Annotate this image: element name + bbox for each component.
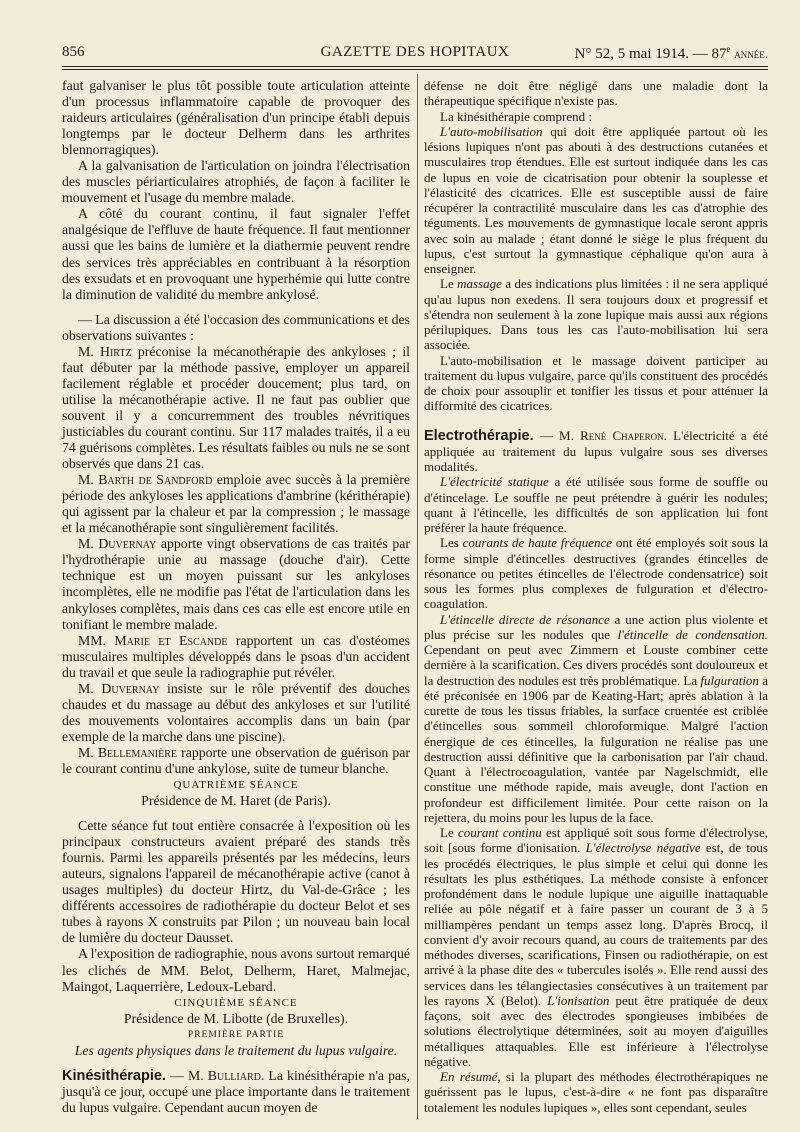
paragraph-text: rapporte une observation de guérison par le courant continu d'une ankylose, suite de tumeur blanche. bbox=[62, 744, 411, 776]
paragraph bbox=[424, 276, 768, 352]
journal-title: GAZETTE DES HOPITAUX bbox=[320, 44, 510, 60]
author-name: M. Duvernay bbox=[78, 536, 157, 552]
right-column bbox=[424, 78, 768, 1115]
paragraph: défense ne doit être négligé dans une maladie dont la thérapeutique spécifique n'existe pas. bbox=[424, 78, 768, 109]
spacer bbox=[62, 303, 410, 312]
paragraph-text: Cependant on peut avec Zimmern et Louste combiner cette dernière à la scarification. Ces divers procédés sont douloureux et la destruction des nodules est très problématique. La bbox=[424, 642, 768, 688]
issue-info bbox=[575, 44, 768, 63]
paragraph-text: rapportent un cas d'ostéomes musculaires multiples développés dans le psoas d'un accident du travail et que seule la radiographie put révéler. bbox=[62, 632, 410, 680]
paragraph bbox=[424, 124, 768, 277]
paragraph bbox=[62, 745, 410, 777]
emphasis: courant continu bbox=[458, 825, 542, 840]
author-name: M. Barth de Sandford bbox=[78, 472, 213, 488]
emphasis: En résumé bbox=[440, 1069, 498, 1084]
paragraph-text: emploie avec succès à la première période des ankyloses les applications d'ambrine (kérithérapie) qui agissent par la chaleur et par la compression ; le massage et la mécanothérapie sont singulièrement facilités. bbox=[62, 472, 410, 536]
paragraph: Cette séance fut tout entière consacrée à l'exposition où les principaux constructeurs avaient préparé des stands très fournis. Parmi les appareils présentés par les médecins, leurs auteurs, signalons l'appareil de mécanothérapie active (canot à usages multiples) du docteur Hirtz, du Val-de-Grâce ; les différents accessoires de radiothérapie du docteur Belot et ses tubes à rayons X construits par Pilon ; un nouveau bain local de lumière du docteur Dausset. bbox=[62, 818, 410, 946]
emphasis: L'électrolyse négative bbox=[585, 840, 701, 856]
header-rule-thick bbox=[62, 66, 768, 67]
author-name: M. Bulliard. bbox=[187, 1067, 265, 1083]
paragraph-text: a été préconisée en 1906 par de Keating-Hart; après ablation à la curette de tous les tissus friables, la surface cruentée est criblée d'étincelles sous sommeil chloroformique. Malgré l'action énergique de ces étincelles, la fulguration ne réalise pas une destruction aussi définitive que la carbonisation par l'air chaud. Quant à l'électrocoagulation, vantée par Nagelschmidt, elle constitue une méthode rapide, mais aveugle, dont l'action en profondeur est difficilement limitée. Pour cette raison on la rejettera, du moins pour les lupus de la face. bbox=[424, 672, 768, 825]
issue-annee: année. bbox=[734, 46, 768, 61]
paragraph-text: a été utilisée sous forme de souffle ou d'étincelage. Le souffle ne peut prétendre à guérir les nodules; quant à l'étincelle, les difficultés de son application lui font préférer la haute fréquence. bbox=[424, 474, 768, 535]
header-rule-thin bbox=[62, 69, 768, 70]
emphasis: massage bbox=[457, 276, 502, 292]
author-name: M. Duvernay bbox=[78, 680, 160, 696]
paragraph: faut galvaniser le plus tôt possible toute articulation atteinte d'un processus inflammatoire capable de provoquer des raideurs articulaires (généralisation d'un principe établi depuis longtemps par le docteur Delherm dans les arthrites blennorragiques). bbox=[62, 78, 410, 158]
spacer bbox=[62, 1059, 410, 1068]
paragraph: A la galvanisation de l'articulation on joindra l'électrisation des muscles périarticulaires atrophiés, de façon à faciliter le mouvement et l'usage du membre malade. bbox=[62, 158, 410, 206]
session-presidency: Présidence de M. Libotte (de Bruxelles). bbox=[123, 1010, 349, 1026]
part-subtitle bbox=[62, 1043, 410, 1059]
paragraph: L'auto-mobilisation et le massage doivent participer au traitement du lupus vulgaire, parce qu'ils constituent des procédés de choix pour assouplir et tonifier les tissus et pour atténuer la difformité des cicatrices. bbox=[424, 352, 768, 414]
session-presidency: Présidence de M. Haret (de Paris). bbox=[141, 793, 331, 809]
author-name: MM. Marie et Escande bbox=[78, 632, 228, 648]
paragraph-text: a une action plus violente et plus précise sur les nodules que bbox=[424, 611, 768, 642]
part-subtitle-text: Les agents physiques dans le traitement du lupus vulgaire. bbox=[74, 1042, 398, 1058]
paragraph bbox=[62, 536, 410, 632]
emphasis: l'étincelle de condensation. bbox=[617, 626, 769, 642]
left-column bbox=[62, 78, 410, 1116]
paragraph bbox=[424, 535, 768, 611]
paragraph bbox=[424, 612, 768, 826]
section-heading: Kinésithérapie. bbox=[62, 1067, 166, 1084]
session-heading: QUATRIÈME SÉANCE bbox=[173, 779, 299, 792]
spacer bbox=[424, 414, 768, 428]
paragraph-text: Les bbox=[440, 535, 463, 551]
paragraph-text: Le bbox=[440, 276, 458, 292]
author-name: M. Hirtz bbox=[78, 343, 132, 359]
paragraph-text: a des indications plus limitées : il ne sera appliqué qu'au lupus non exedens. Il sera toujours doux et progressif et s'étendra non seulement à la zone lupique mais aussi aux régions périlupiques. Dans tous les cas l'auto-mobilisation lui sera associée. bbox=[424, 276, 768, 353]
paragraph: A côté du courant continu, il faut signaler l'effet analgésique de l'effluve de haute fréquence. Il faut mentionner aussi que les bains de lumière et la diathermie peuvent rendre des services très appréciables en contribuant à la résorption des exsudats et en provoquant une hyperhémie qui lutte contre la diminution de validité du membre ankylosé. bbox=[62, 206, 410, 302]
section-heading: Electrothérapie. bbox=[424, 427, 534, 444]
paragraph bbox=[424, 1069, 768, 1115]
spacer bbox=[62, 809, 410, 818]
page-header bbox=[62, 44, 768, 66]
paragraph-text: peut être pratiquée de deux façons, soit avec des électrodes spongieuses imbibées de solutions électrolytique déterminées, soit au moyen d'aiguilles métalliques attaquables. Elle est inférieure à l'électrolyse négative. bbox=[424, 992, 769, 1069]
paragraph-text: , si la plupart des méthodes électrothérapiques ne guérissent pas le lupus, c'est-à-dire « ne font pas disparaître totalement les nodules lupiques », elles sont cependant, seules bbox=[424, 1069, 768, 1115]
issue-sup: e bbox=[726, 44, 731, 54]
paragraph-text: préconise la mécanothérapie des ankyloses ; il faut débuter par la méthode passive, employer un appareil facilement réglable et procéder doucement; plus tard, on utilise la mécanothérapie active. Il ne faut pas oublier que souvent il y a concurremment des troubles névritiques justiciables du courant continu. Sur 117 malades traités, il a eu 74 guérisons complètes. Les résultats faibles ou nuls ne se sont observés que dans 21 cas. bbox=[62, 343, 410, 472]
paragraph-text: insiste sur le rôle préventif des douches chaudes et du massage au début des ankyloses et sur l'utilité des mouvements volontaires accomplis dans un bain (par exemple de la marche dans une piscine). bbox=[62, 680, 410, 744]
paragraph bbox=[62, 472, 410, 536]
part-heading: PREMIÈRE PARTIE bbox=[187, 1029, 285, 1040]
paragraph bbox=[62, 344, 410, 472]
paragraph: La kinésithérapie comprend : bbox=[440, 108, 592, 124]
author-name: M. Bellemanière bbox=[78, 744, 178, 760]
paragraph: A l'exposition de radiographie, nous avons surtout remarqué les clichés de MM. Belot, Delherm, Haret, Malmejac, Maingot, Laquerrière, Ledoux-Lebard. bbox=[62, 946, 411, 994]
paragraph-text: apporte vingt observations de cas traités par l'hydrothérapie unie au massage (douche d'air). Cette technique est un moyen puissant sur les ankyloses incomplètes, elle ne modifie pas l'état de l'articulation dans les ankyloses complètes, mais dans ces cas elle est encore utile en tonifiant le membre malade. bbox=[62, 536, 410, 632]
paragraph-text: L'électricité a été appliquée au traitement du lupus vulgaire sous ses diverses modalités. bbox=[424, 427, 768, 474]
paragraph: Electrothérapie. — M. René Chaperon. L'électricité a été appliquée au traitement du lupus vulgaire sous ses diverses modalités. bbox=[424, 427, 768, 474]
paragraph-text: est, de tous les procédés électriques, le plus simple et celui qui donne les résultats les plus esthétiques. La méthode consiste à enfoncer profondément dans le nodule lupique une aiguille inattaquable reliée au pôle négatif et à faire passer un courant de 3 à 5 milliampères pendant un temps assez long. D'après Brocq, il convient d'y avoir recours quand, au cours de traitements par des méthodes diverses, scarifications, Finsen ou radiothérapie, on est arrivé à la phase dite des « tubercules isolés ». Elle rend aussi des services dans les télangiectasies consécutives à un traitement par les rayons X (Belot). bbox=[424, 840, 768, 1008]
emphasis: L'électricité statique bbox=[440, 474, 549, 490]
emphasis: fulguration bbox=[700, 672, 759, 688]
emphasis: L'étincelle directe de résonance bbox=[440, 611, 610, 627]
paragraph-text: Le bbox=[440, 825, 458, 840]
session-heading: CINQUIÈME SÉANCE bbox=[174, 996, 298, 1009]
paragraph-text: est appliqué soit sous forme d'électrolyse, soit [sous forme d'ionisation. bbox=[424, 825, 768, 856]
page-number: 856 bbox=[62, 44, 85, 60]
paragraph-text: ont été employés soit sous la forme simple d'étincelles destructives (grandes étincelles de résonance ou petites étincelles de l'électrode condensatrice) soit sous les formes plus complexes de fulguration et d'électro-coagulation. bbox=[424, 535, 768, 612]
paragraph: Kinésithérapie. — M. Bulliard. La kinésithérapie n'a pas, jusqu'à ce jour, occupé une place importante dans le traitement du lupus vulgaire. Cependant aucun moyen de bbox=[62, 1067, 410, 1115]
author-name: M. René Chaperon. bbox=[559, 427, 667, 443]
paragraph-text: La kinésithérapie n'a pas, jusqu'à ce jour, occupé une place importante dans le traitement du lupus vulgaire. Cependant aucun moyen de bbox=[62, 1067, 410, 1115]
emphasis: L'ionisation bbox=[547, 992, 610, 1008]
paragraph bbox=[62, 633, 410, 681]
column-divider bbox=[417, 74, 418, 1119]
paragraph: — La discussion a été l'occasion des communications et des observations suivantes : bbox=[62, 311, 410, 343]
paragraph bbox=[424, 825, 768, 1069]
issue-number-date: N° 52, 5 mai 1914. — 87 bbox=[574, 46, 727, 62]
paragraph-text: qui doit être appliquée partout où les lésions lupiques n'ont pas abouti à des destructions cutanées et musculaires trop étendues. Elle est surtout indiquée dans les cas de lupus en voie de cicatrisation pour obtenir la souplesse et l'élasticité des cicatrices. Elle est susceptible aussi de faire récupérer la contractilité musculaire dans les cas d'atrophie des téguments. Les mouvements de gymnastique locale seront appris avec soin au malade ; étant donné le siège le plus fréquent du lupus, c'est surtout la gymnastique céphalique qu'on aura à enseigner. bbox=[424, 123, 768, 276]
emphasis: L'auto-mobilisation bbox=[440, 123, 543, 139]
emphasis: courants de haute fréquence bbox=[462, 535, 613, 551]
paragraph bbox=[424, 474, 768, 535]
paragraph bbox=[62, 681, 410, 745]
